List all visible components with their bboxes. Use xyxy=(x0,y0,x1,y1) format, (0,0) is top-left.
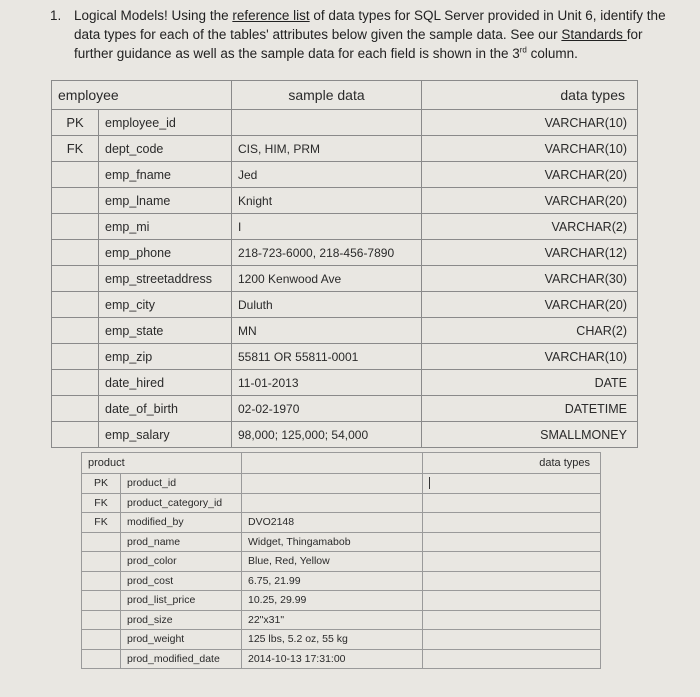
product_table-row xyxy=(82,474,601,494)
sample-data-cell: I xyxy=(232,214,422,240)
standards-link[interactable]: Standards xyxy=(561,27,627,42)
product_table-row xyxy=(82,571,601,591)
product_table-row xyxy=(82,591,601,611)
sample-data-header: sample data xyxy=(232,81,422,110)
key-cell: PK xyxy=(52,110,99,136)
employee_table-row xyxy=(52,214,638,240)
sample-data-cell: Duluth xyxy=(232,292,422,318)
attribute-cell: prod_weight xyxy=(121,630,242,650)
employee_table-row xyxy=(52,110,638,136)
attribute-cell: emp_zip xyxy=(99,344,232,370)
question-body xyxy=(74,6,670,63)
attribute-cell: date_hired xyxy=(99,370,232,396)
attribute-cell: product_id xyxy=(121,474,242,494)
key-cell xyxy=(52,240,99,266)
attribute-cell: emp_salary xyxy=(99,422,232,448)
key-cell xyxy=(52,396,99,422)
attribute-cell: emp_state xyxy=(99,318,232,344)
sample-data-cell: 11-01-2013 xyxy=(232,370,422,396)
employee_table-row xyxy=(52,396,638,422)
employee_table-row xyxy=(52,162,638,188)
key-cell xyxy=(82,630,121,650)
key-cell xyxy=(82,532,121,552)
data-type-cell[interactable] xyxy=(423,552,601,572)
product-data-types-header: data types xyxy=(423,453,601,474)
data-type-cell[interactable] xyxy=(423,571,601,591)
question-superscript: rd xyxy=(519,45,527,55)
employee-table xyxy=(51,80,638,448)
key-cell xyxy=(52,318,99,344)
key-cell xyxy=(52,162,99,188)
data-type-cell[interactable]: DATE xyxy=(422,370,638,396)
sample-data-cell: Blue, Red, Yellow xyxy=(242,552,423,572)
text-cursor xyxy=(429,477,430,489)
sample-data-cell xyxy=(242,493,423,513)
question-part1: Logical Models! Using the xyxy=(74,8,233,23)
key-cell xyxy=(52,266,99,292)
key-cell xyxy=(52,292,99,318)
sample-data-cell: 6.75, 21.99 xyxy=(242,571,423,591)
product_table-row xyxy=(82,513,601,533)
employee_table-row xyxy=(52,344,638,370)
employee-header-row xyxy=(52,81,638,110)
reference-list-link[interactable]: reference list xyxy=(232,8,310,23)
attribute-cell: modified_by xyxy=(121,513,242,533)
data-type-cell[interactable] xyxy=(423,649,601,669)
key-cell xyxy=(82,571,121,591)
key-cell xyxy=(82,591,121,611)
employee_table-row xyxy=(52,136,638,162)
sample-data-cell xyxy=(242,474,423,494)
sample-data-cell: 218-723-6000, 218-456-7890 xyxy=(232,240,422,266)
data-type-cell[interactable]: VARCHAR(12) xyxy=(422,240,638,266)
attribute-cell: prod_cost xyxy=(121,571,242,591)
data-type-cell[interactable]: VARCHAR(20) xyxy=(422,188,638,214)
question-number: 1. xyxy=(50,8,62,23)
data-types-header: data types xyxy=(422,81,638,110)
sample-data-cell: Jed xyxy=(232,162,422,188)
key-cell: PK xyxy=(82,474,121,494)
employee_table-row xyxy=(52,422,638,448)
product_table-row xyxy=(82,493,601,513)
key-cell xyxy=(52,370,99,396)
data-type-cell[interactable] xyxy=(423,474,601,494)
data-type-cell[interactable] xyxy=(423,630,601,650)
question-part4: column. xyxy=(526,46,578,61)
sample-data-cell: DVO2148 xyxy=(242,513,423,533)
data-type-cell[interactable]: VARCHAR(10) xyxy=(422,110,638,136)
attribute-cell: emp_streetaddress xyxy=(99,266,232,292)
data-type-cell[interactable] xyxy=(423,493,601,513)
key-cell xyxy=(52,344,99,370)
attribute-cell: prod_list_price xyxy=(121,591,242,611)
key-cell: FK xyxy=(82,513,121,533)
sample-data-cell: 02-02-1970 xyxy=(232,396,422,422)
employee_table-row xyxy=(52,292,638,318)
data-type-cell[interactable]: DATETIME xyxy=(422,396,638,422)
attribute-cell: prod_size xyxy=(121,610,242,630)
sample-data-cell: CIS, HIM, PRM xyxy=(232,136,422,162)
attribute-cell: employee_id xyxy=(99,110,232,136)
employee_table-row xyxy=(52,266,638,292)
sample-data-cell: 2014-10-13 17:31:00 xyxy=(242,649,423,669)
data-type-cell[interactable] xyxy=(423,610,601,630)
attribute-cell: prod_color xyxy=(121,552,242,572)
key-cell xyxy=(82,610,121,630)
data-type-cell[interactable]: VARCHAR(30) xyxy=(422,266,638,292)
employee-table-title: employee xyxy=(52,81,232,110)
attribute-cell: emp_lname xyxy=(99,188,232,214)
sample-data-cell: MN xyxy=(232,318,422,344)
sample-data-cell xyxy=(232,110,422,136)
data-type-cell[interactable]: VARCHAR(10) xyxy=(422,136,638,162)
attribute-cell: emp_fname xyxy=(99,162,232,188)
question-part2: of data types for SQL Server provided in Unit 6, identify the data types for each of the tables' attributes below given the sample data. See our xyxy=(74,8,666,42)
key-cell: FK xyxy=(52,136,99,162)
key-cell: FK xyxy=(82,493,121,513)
attribute-cell: date_of_birth xyxy=(99,396,232,422)
product_table-row xyxy=(82,532,601,552)
question-text xyxy=(50,6,670,63)
sample-data-cell: 22"x31" xyxy=(242,610,423,630)
attribute-cell: product_category_id xyxy=(121,493,242,513)
sample-data-cell: 125 lbs, 5.2 oz, 55 kg xyxy=(242,630,423,650)
sample-data-cell: 1200 Kenwood Ave xyxy=(232,266,422,292)
employee_table-row xyxy=(52,240,638,266)
question-part3: for further guidance as well as the sample data for each field is shown in the 3 xyxy=(74,27,643,61)
sample-data-cell: 10.25, 29.99 xyxy=(242,591,423,611)
attribute-cell: emp_city xyxy=(99,292,232,318)
data-type-cell[interactable]: VARCHAR(20) xyxy=(422,292,638,318)
product-header-row xyxy=(82,453,601,474)
key-cell xyxy=(82,552,121,572)
product_table-row xyxy=(82,649,601,669)
attribute-cell: emp_phone xyxy=(99,240,232,266)
product_table-row xyxy=(82,552,601,572)
data-type-cell[interactable] xyxy=(423,591,601,611)
key-cell xyxy=(52,188,99,214)
data-type-cell[interactable]: VARCHAR(2) xyxy=(422,214,638,240)
key-cell xyxy=(52,422,99,448)
attribute-cell: prod_modified_date xyxy=(121,649,242,669)
sample-data-cell: Widget, Thingamabob xyxy=(242,532,423,552)
product_table-row xyxy=(82,630,601,650)
product-sample-header xyxy=(242,453,423,474)
attribute-cell: dept_code xyxy=(99,136,232,162)
data-type-cell[interactable] xyxy=(423,532,601,552)
sample-data-cell: 98,000; 125,000; 54,000 xyxy=(232,422,422,448)
key-cell xyxy=(82,649,121,669)
attribute-cell: emp_mi xyxy=(99,214,232,240)
product-table xyxy=(81,452,601,669)
employee_table-row xyxy=(52,370,638,396)
data-type-cell[interactable]: VARCHAR(20) xyxy=(422,162,638,188)
employee_table-row xyxy=(52,318,638,344)
employee_table-row xyxy=(52,188,638,214)
key-cell xyxy=(52,214,99,240)
data-type-cell[interactable]: VARCHAR(10) xyxy=(422,344,638,370)
sample-data-cell: Knight xyxy=(232,188,422,214)
product_table-row xyxy=(82,610,601,630)
attribute-cell: prod_name xyxy=(121,532,242,552)
sample-data-cell: 55811 OR 55811-0001 xyxy=(232,344,422,370)
data-type-cell[interactable]: CHAR(2) xyxy=(422,318,638,344)
data-type-cell[interactable]: SMALLMONEY xyxy=(422,422,638,448)
product-table-title: product xyxy=(82,453,242,474)
data-type-cell[interactable] xyxy=(423,513,601,533)
